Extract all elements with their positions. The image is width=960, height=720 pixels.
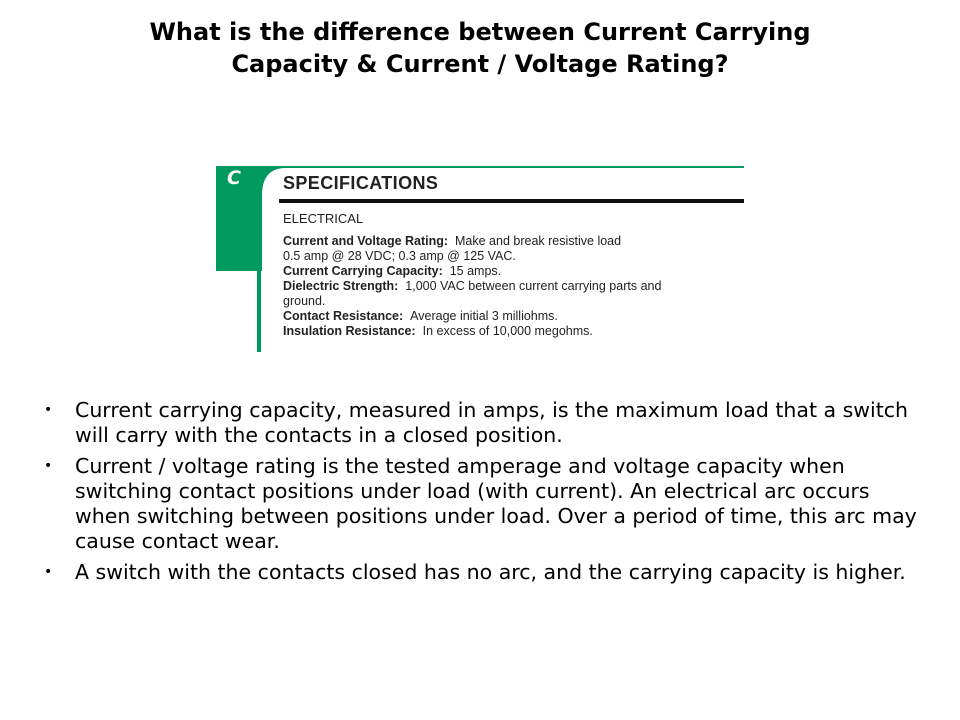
- bullet-item: [44, 398, 924, 448]
- spec-row-value: In excess of 10,000 megohms.: [422, 324, 593, 338]
- spec-row: [283, 294, 743, 309]
- spec-row-label: Dielectric Strength:: [283, 279, 399, 293]
- spec-heading-rule: [279, 199, 744, 203]
- spec-row-value: ground.: [283, 294, 326, 308]
- spec-row-label: Insulation Resistance:: [283, 324, 416, 338]
- spec-rows: [283, 234, 743, 339]
- spec-row: [283, 279, 743, 294]
- spec-row-label: Contact Resistance:: [283, 309, 404, 323]
- bullet-item: [44, 454, 924, 554]
- spec-row: [283, 324, 743, 339]
- bullet-text: Current carrying capacity, measured in amps, is the maximum load that a switch will carry with the contacts in a closed position.: [75, 398, 909, 447]
- spec-row-value: 0.5 amp @ 28 VDC; 0.3 amp @ 125 VAC.: [283, 249, 516, 263]
- bullet-text: Current / voltage rating is the tested amperage and voltage capacity when switching contact positions under load (with current). An electrical arc occurs when switching between positions under load. Over a period of time, this arc may cause contact wear.: [75, 454, 917, 553]
- spec-row-label: Current Carrying Capacity:: [283, 264, 443, 278]
- spec-row: [283, 309, 743, 324]
- spec-top-bar: [216, 166, 744, 168]
- slide-title-line-1: What is the difference between Current Carrying: [149, 18, 811, 46]
- spec-green-line: [257, 271, 261, 352]
- spec-row-value: 15 amps.: [449, 264, 502, 278]
- bullet-list: [44, 398, 924, 591]
- spec-section-letter: C: [227, 167, 241, 189]
- bullet-marker: •: [44, 402, 53, 418]
- bullet-item: [44, 560, 924, 585]
- slide-title-line-2: Capacity & Current / Voltage Rating?: [231, 50, 729, 78]
- slide-title: [60, 16, 900, 80]
- spec-row-value: Average initial 3 milliohms.: [410, 309, 558, 323]
- spec-subheading: ELECTRICAL: [283, 211, 364, 226]
- specifications-image: [216, 166, 744, 352]
- bullet-text: A switch with the contacts closed has no arc, and the carrying capacity is higher.: [75, 560, 906, 584]
- bullet-marker: •: [44, 458, 53, 474]
- spec-row: [283, 249, 743, 264]
- spec-row-label: Current and Voltage Rating:: [283, 234, 449, 248]
- spec-row: [283, 264, 743, 279]
- spec-heading: SPECIFICATIONS: [283, 173, 439, 193]
- spec-row-value: Make and break resistive load: [455, 234, 622, 248]
- spec-row: [283, 234, 743, 249]
- spec-row-value: 1,000 VAC between current carrying parts and: [405, 279, 662, 293]
- bullet-marker: •: [44, 564, 53, 580]
